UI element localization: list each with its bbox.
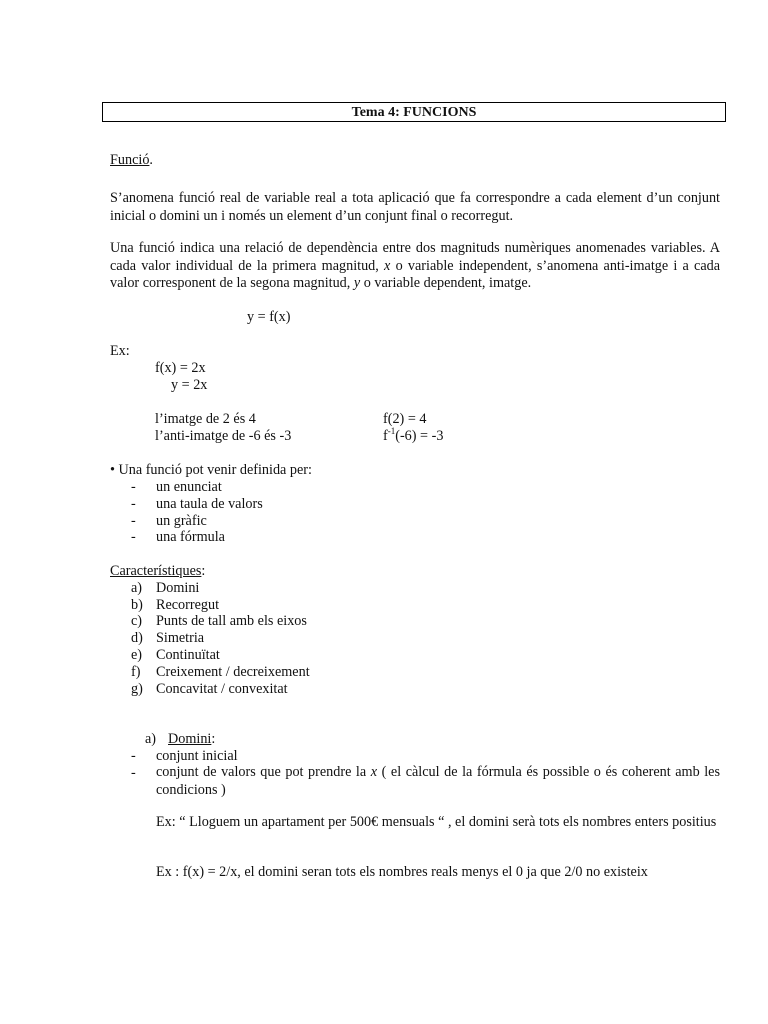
definida-intro: • Una funció pot venir definida per:: [110, 462, 312, 478]
characteristic-letter: d): [131, 630, 143, 646]
list-dash: -: [131, 529, 136, 545]
list-item: una taula de valors: [156, 496, 263, 512]
list-item: un gràfic: [156, 513, 207, 529]
example-imatge-formula: f(2) = 4: [383, 411, 427, 427]
domini-item-1: conjunt inicial: [156, 748, 238, 764]
characteristic-item: Recorregut: [156, 597, 220, 613]
domini-letter: a): [145, 731, 157, 747]
paragraph-definition: S’anomena funció real de variable real a tota aplicació que fa correspondre a cada element d’un conjunt inicial o domini un i només un element d’un conjunt final o recorregut.: [110, 190, 720, 224]
caracteristiques-heading: Característiques:: [110, 563, 206, 579]
domini-example-1: Ex: “ Lloguem un apartament per 500€ mensuals “ , el domini serà tots els nombres enters positius: [156, 814, 717, 830]
characteristic-item: Creixement / decreixement: [156, 664, 310, 680]
example-anti-formula: $f^{-1}(-6) = -3$: [383, 426, 444, 444]
example-imatge-text: l’imatge de 2 és 4: [155, 411, 256, 427]
section-funcio-heading: Funció.: [110, 152, 153, 168]
characteristic-letter: f): [131, 664, 141, 680]
main-formula: y = f(x): [247, 309, 291, 325]
list-dash: -: [131, 479, 136, 495]
list-dash: -: [131, 765, 136, 781]
list-item: una fórmula: [156, 529, 225, 545]
domini-example-2: Ex : f(x) = 2/x, el domini seran tots els nombres reals menys el 0 ja que 2/0 no existeix: [156, 864, 648, 880]
domini-item-2: conjunt de valors que pot prendre la x ( el càlcul de la fórmula és possible o és coherent amb les condicions ): [156, 764, 720, 798]
funcio-label: Funció: [110, 152, 150, 168]
bullet-icon: •: [110, 462, 115, 478]
list-dash: -: [131, 748, 136, 764]
characteristic-item: Simetria: [156, 630, 205, 646]
characteristic-letter: b): [131, 597, 143, 613]
characteristic-letter: e): [131, 647, 143, 663]
example-line-1: f(x) = 2x: [155, 360, 206, 376]
example-line-2: y = 2x: [171, 377, 208, 393]
characteristic-letter: a): [131, 580, 143, 596]
characteristic-item: Concavitat / convexitat: [156, 681, 288, 697]
example-label: Ex:: [110, 343, 130, 359]
characteristic-item: Domini: [156, 580, 200, 596]
characteristic-letter: g): [131, 681, 143, 697]
characteristic-letter: c): [131, 613, 143, 629]
domini-heading: Domini:: [168, 731, 216, 747]
list-item: un enunciat: [156, 479, 222, 495]
paragraph-dependence: Una funció indica una relació de dependència entre dos magnituds numèriques anomenades variables. A cada valor individual de la primera magnitud, x o variable independent, s’anomena anti-imatge i a cada valor corresponent de la segona magnitud, y o variable dependent, imatge.: [110, 240, 721, 291]
list-dash: -: [131, 496, 136, 512]
characteristic-item: Punts de tall amb els eixos: [156, 613, 307, 629]
document-title: Tema 4: FUNCIONS: [102, 102, 726, 122]
list-dash: -: [131, 513, 136, 529]
characteristic-item: Continuïtat: [156, 647, 220, 663]
example-anti-text: l’anti-imatge de -6 és -3: [155, 428, 292, 444]
